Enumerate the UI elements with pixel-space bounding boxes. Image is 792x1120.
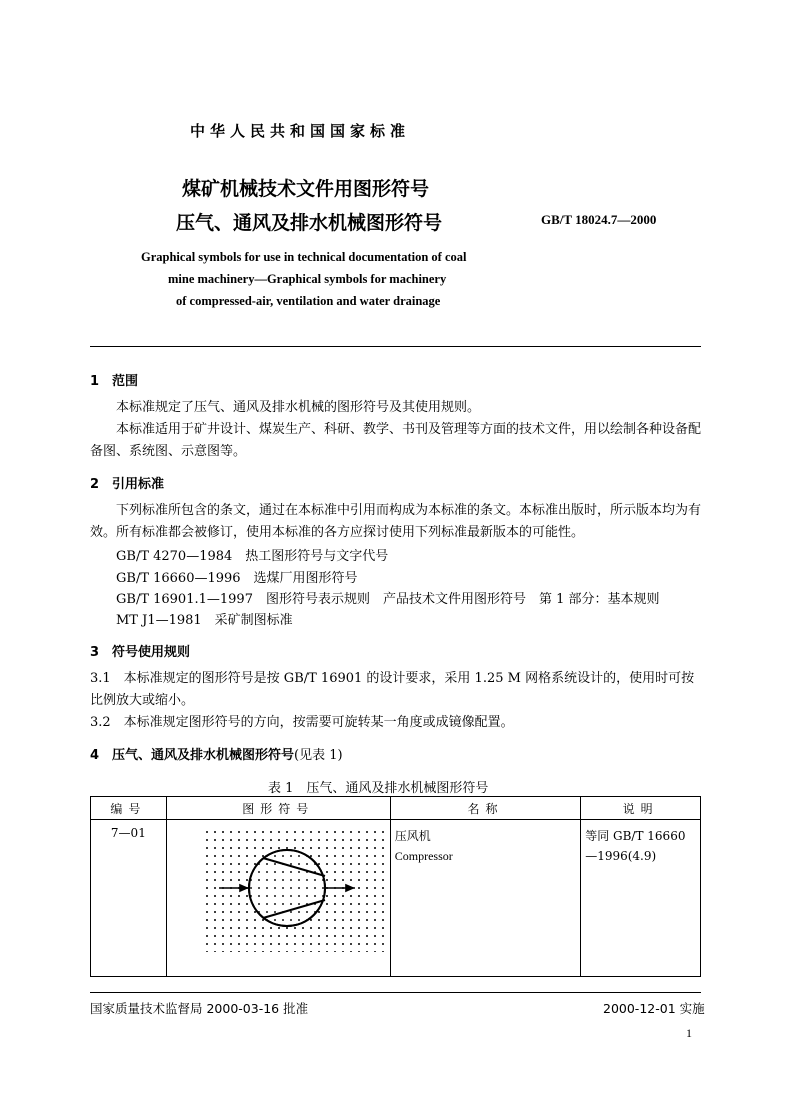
section-3-2: 3.2 本标准规定图形符号的方向，按需要可旋转某一角度或成镜像配置。 bbox=[90, 715, 514, 730]
reference-item: MT J1—1981 采矿制图标准 bbox=[116, 613, 293, 628]
table-header-row bbox=[91, 797, 701, 820]
title-line-2: 压气、通风及排水机械图形符号 bbox=[176, 212, 443, 234]
section-1-para-2-text: 本标准适用于矿井设计、煤炭生产、科研、教学、书刊及管理等方面的技术文件，用以绘制各种设备配备图、系统图、示意图等。 bbox=[90, 422, 702, 459]
symbol-table bbox=[90, 796, 701, 977]
standard-type: 中华人民共和国国家标准 bbox=[190, 122, 411, 140]
row-note: 等同 GB/T 16660—1996(4.9) bbox=[581, 820, 701, 977]
section-4-heading bbox=[90, 744, 343, 763]
footer-issuer: 国家质量技术监督局 2000-03-16 批准 bbox=[90, 1001, 309, 1016]
section-2-para-1 bbox=[90, 500, 701, 544]
section-3-heading: 3 符号使用规则 bbox=[90, 645, 191, 660]
title-line-1: 煤矿机械技术文件用图形符号 bbox=[182, 178, 430, 200]
header-rule bbox=[90, 346, 701, 347]
header-note: 说明 bbox=[581, 797, 701, 820]
row-name bbox=[390, 820, 580, 977]
header-id: 编号 bbox=[91, 797, 167, 820]
english-title-line-3: of compressed-air, ventilation and water drainage bbox=[176, 294, 441, 308]
section-1-para-2 bbox=[90, 419, 701, 463]
compressor-symbol bbox=[167, 820, 389, 970]
section-3-1: 3.1 本标准规定的图形符号是按 GB/T 16901 的设计要求，采用 1.25 M 网格系统设计的，使用时可按比例放大或缩小。 bbox=[90, 671, 695, 708]
english-title-line-2: mine machinery—Graphical symbols for machinery bbox=[168, 272, 447, 286]
section-1-heading: 1 范围 bbox=[90, 374, 139, 389]
row-symbol-cell bbox=[166, 820, 390, 977]
section-1-para-1-text: 本标准规定了压气、通风及排水机械的图形符号及其使用规则。 bbox=[116, 400, 481, 415]
header-symbol: 图形符号 bbox=[166, 797, 390, 820]
english-title-line-1: Graphical symbols for use in technical documentation of coal bbox=[141, 250, 467, 264]
page-number: 1 bbox=[686, 1026, 692, 1040]
section-4-heading-suffix: (见表 1) bbox=[294, 748, 343, 763]
row-name-en: Compressor bbox=[394, 849, 453, 863]
table-row bbox=[91, 820, 701, 977]
row-id: 7—01 bbox=[91, 820, 167, 977]
section-2-para-1-text: 下列标准所包含的条文，通过在本标准中引用而构成为本标准的条文。本标准出版时，所示版本均为有效。所有标准都会被修订，使用本标准的各方应探讨使用下列标准最新版本的可能性。 bbox=[90, 503, 702, 540]
row-name-cn: 压风机 bbox=[394, 829, 431, 843]
header-name: 名称 bbox=[390, 797, 580, 820]
standard-code: GB/T 18024.7—2000 bbox=[541, 212, 657, 227]
section-4-heading-text: 4 压气、通风及排水机械图形符号 bbox=[90, 748, 295, 763]
reference-item: GB/T 4270—1984 热工图形符号与文字代号 bbox=[116, 549, 389, 564]
footer-rule bbox=[90, 992, 701, 993]
footer-effective-date: 2000-12-01 实施 bbox=[603, 1001, 705, 1016]
table-caption: 表 1 压气、通风及排水机械图形符号 bbox=[268, 781, 489, 796]
section-2-heading: 2 引用标准 bbox=[90, 477, 165, 492]
reference-item: GB/T 16660—1996 选煤厂用图形符号 bbox=[116, 571, 358, 586]
section-1-para-1 bbox=[90, 397, 701, 419]
reference-item: GB/T 16901.1—1997 图形符号表示规则 产品技术文件用图形符号 第 1 部分：基本规则 bbox=[116, 592, 660, 607]
